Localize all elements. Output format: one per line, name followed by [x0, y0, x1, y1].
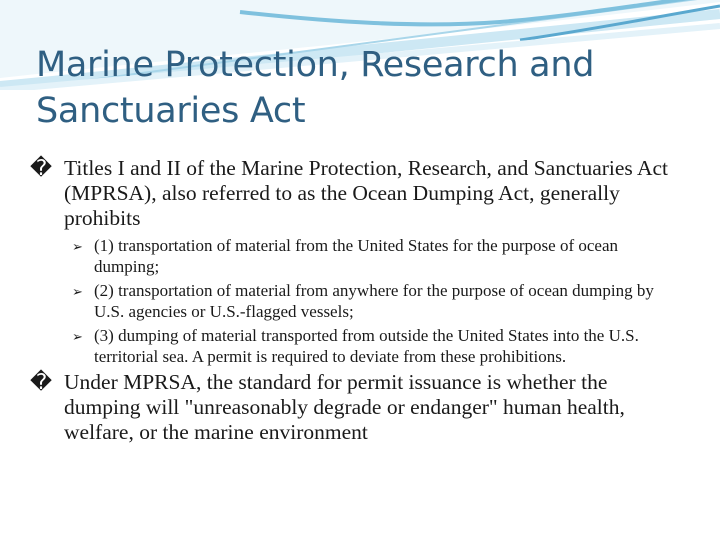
prohibitions-list: [64, 235, 670, 367]
bullet-glyph: �: [30, 156, 53, 180]
list-item: [64, 235, 670, 277]
list-item: [64, 280, 670, 322]
bullet-glyph: �: [30, 370, 53, 394]
slide-title: Marine Protection, Research and Sanctuaries Act: [36, 45, 595, 131]
arrow-bullet-icon: ➢: [72, 239, 83, 254]
list-item: [64, 325, 670, 367]
arrow-bullet-icon: ➢: [72, 329, 83, 344]
slide-body: [30, 156, 670, 445]
list-item-text: (1) transportation of material from the United States for the purpose of ocean dumping;: [94, 236, 618, 276]
list-item-text: (3) dumping of material transported from outside the United States into the U.S. territorial sea. A permit is required to deviate from these prohibitions.: [94, 326, 639, 366]
list-item-text: (2) transportation of material from anywhere for the purpose of ocean dumping by U.S. agencies or U.S.-flagged vessels;: [94, 281, 654, 321]
body-paragraph: [30, 370, 670, 445]
body-paragraph: [30, 156, 670, 231]
arrow-bullet-icon: ➢: [72, 284, 83, 299]
paragraph-text: Under MPRSA, the standard for permit issuance is whether the dumping will "unreasonably degrade or endanger" human health, welfare, or the marine environment: [64, 370, 625, 444]
paragraph-text: Titles I and II of the Marine Protection, Research, and Sanctuaries Act (MPRSA), also referred to as the Ocean Dumping Act, generally prohibits: [64, 156, 669, 230]
